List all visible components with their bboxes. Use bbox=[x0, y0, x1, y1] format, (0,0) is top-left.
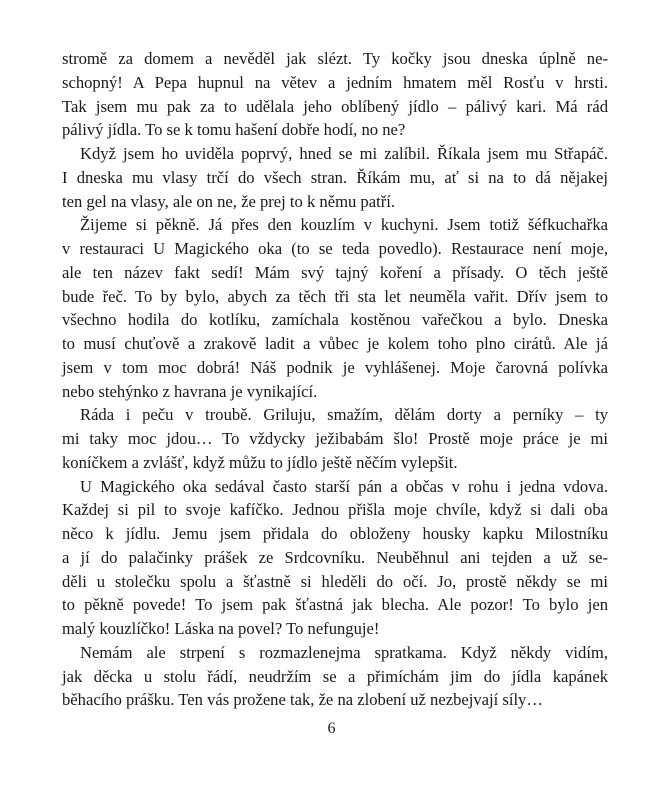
text-line: to pěkně povede! To jsem pak šťastná jak blecha. Ale pozor! To bylo jen bbox=[62, 595, 608, 615]
text-line: Nemám ale strpení s rozmazlenejma spratkama. Když někdy vidím, bbox=[80, 642, 608, 662]
text-line: I dneska mu vlasy trčí do všech stran. Říkám mu, ať si na to dá nějakej bbox=[62, 167, 608, 187]
text-line: všechno hodila do kotlíku, zamíchala kostěnou vařečkou a bylo. Dneska bbox=[62, 310, 608, 330]
text-line: nebo stehýnko z havrana je vynikající. bbox=[62, 381, 318, 401]
text-line: Žijeme si pěkně. Já přes den kouzlím v kuchyni. Jsem totiž šéfkuchařka bbox=[80, 215, 608, 235]
text-line: ten gel na vlasy, ale on ne, že prej to k němu patří. bbox=[62, 191, 395, 211]
text-line: jak děcka u stolu řádí, neudržím se a přimíchám jim do jídla kapánek bbox=[62, 666, 608, 686]
text-line: Každej si pil to svoje kafíčko. Jednou přišla moje chvíle, když si dali oba bbox=[62, 500, 608, 520]
text-line: mi taky moc jdou… To vždycky ježibabám šlo! Prostě moje práce je mi bbox=[62, 429, 608, 448]
text-line: malý kouzlíčko! Láska na povel? To nefunguje! bbox=[62, 619, 380, 638]
text-line: Tak jsem mu pak za to udělala jeho oblíbený jídlo – pálivý kari. Má rád bbox=[62, 96, 608, 116]
text-line: schopný! A Pepa hupnul na větev a jedním hmatem měl Rosťu v hrsti. bbox=[62, 72, 608, 92]
paragraph-3 bbox=[62, 213, 608, 403]
text-line: pálivý jídla. To se k tomu hašení dobře hodí, no ne? bbox=[62, 120, 406, 140]
text-line: stromě za domem a nevěděl jak slézt. Ty kočky jsou dneska úplně ne- bbox=[62, 49, 608, 68]
page-number: 6 bbox=[327, 720, 336, 737]
paragraph-6 bbox=[62, 641, 608, 712]
book-page-text bbox=[62, 47, 608, 712]
text-line: U Magického oka sedával často starší pán a občas v rohu i jedna vdova. bbox=[80, 476, 608, 496]
text-line: něco k jídlu. Jemu jsem přidala do obloženy housky kapku Milostníku bbox=[62, 524, 608, 543]
text-line: Ráda i peču v troubě. Griluju, smažím, dělám dorty a perníky – ty bbox=[80, 405, 608, 425]
text-line: ale ten název fakt sedí! Mám svý tajný koření a přísady. O těch ještě bbox=[62, 262, 608, 282]
text-line: v restauraci U Magického oka (to se teda povedlo). Restaurace není moje, bbox=[62, 239, 608, 258]
text-line: jsem v tom moc dobrá! Náš podnik je vyhlášenej. Moje čarovná polívka bbox=[62, 357, 608, 377]
text-line: běhacího prášku. Ten vás prožene tak, že na zlobení už nezbejvají síly… bbox=[62, 690, 543, 710]
text-line: a jí do palačinky prášek ze Srdcovníku. Neuběhnul ani tejden a už se- bbox=[62, 547, 608, 567]
paragraph-1 bbox=[62, 47, 608, 142]
text-line: to musí chuťově a zrakově ladit a vůbec je kolem toho plno cirátů. Ale já bbox=[62, 334, 608, 353]
paragraph-2 bbox=[62, 142, 608, 213]
text-line: Když jsem ho uviděla poprvý, hned se mi zalíbil. Říkala jsem mu Střapáč. bbox=[80, 144, 608, 163]
paragraph-5 bbox=[62, 475, 608, 641]
text-line: koníčkem a zvlášť, když můžu to jídlo ještě něčím vylepšit. bbox=[62, 452, 458, 472]
paragraph-4 bbox=[62, 403, 608, 474]
text-line: bude řeč. To by bylo, abych za těch tři sta let neuměla vařit. Dřív jsem to bbox=[62, 286, 608, 306]
text-line: děli u stolečku spolu a šťastně si hleděli do očí. Jo, prostě někdy se mi bbox=[62, 571, 608, 591]
